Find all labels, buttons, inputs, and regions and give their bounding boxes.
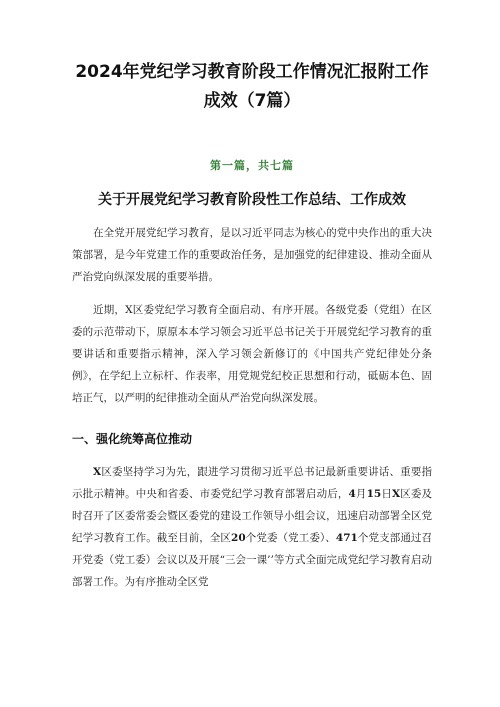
section-heading: 一、强化统筹高位推动 [72,432,193,446]
district-letter: X [391,488,401,500]
part-label: 第一篇，共七篇 [210,159,294,172]
text-segment: 区委及时召开了区委常委会暨区委党的建设工作领导小组会议，迅速启动部署全区党纪学习教育工作。截至目前，全区 [72,488,433,544]
progress-paragraph: 近期，X区委党纪学习教育全面启动、有序开展。各级党委（党组）在区委的示范带动下，原原本本学习领会习近平总书记关于开展党纪学习教育的重要讲话和重要指示精神，深入学习领会新修订的《中国共产党纪律处分条例》，在学纪上立标杆、作表率，用党规党纪校正思想和行动，砥砺本色、固培正气，以严明的纪律推动全面从严治党向纵深发展。 [72,304,432,404]
text-segment: 个党支部通过召开党委（党工委）会议以及开展“三会一课’’等方式全面完成党纪学习教育启动部署工作。为有序推动全区党 [72,532,433,588]
text-segment: 区委坚持学习为先，跟进学习贯彻习近平总书记最新重要讲话、重要指示批示精神。中央和省委、市委党纪学习教育部署启动后， [72,466,432,500]
text-segment: 月 [355,488,367,500]
document-title: 2024年党纪学习教育阶段工作情况汇报附工作成效（7篇） [75,62,429,111]
district-letter: X [93,466,102,478]
month-number: 4 [348,488,356,500]
intro-paragraph: 在全党开展党纪学习教育，是以习近平同志为核心的党中央作出的重大决策部署，是今年党建工作的重要政治任务，是加强党的纪律建设、推动全面从严治党向纵深发展的重要举措。 [72,227,432,283]
article-title: 关于开展党纪学习教育阶段性工作总结、工作成效 [98,192,406,208]
text-segment: 日 [381,488,392,500]
party-committee-count: 20 [231,532,246,544]
text-segment: 个党委（党工委）、 [245,532,336,544]
party-branch-count: 471 [335,532,358,544]
section-paragraph [72,461,432,593]
day-number: 15 [366,488,382,500]
